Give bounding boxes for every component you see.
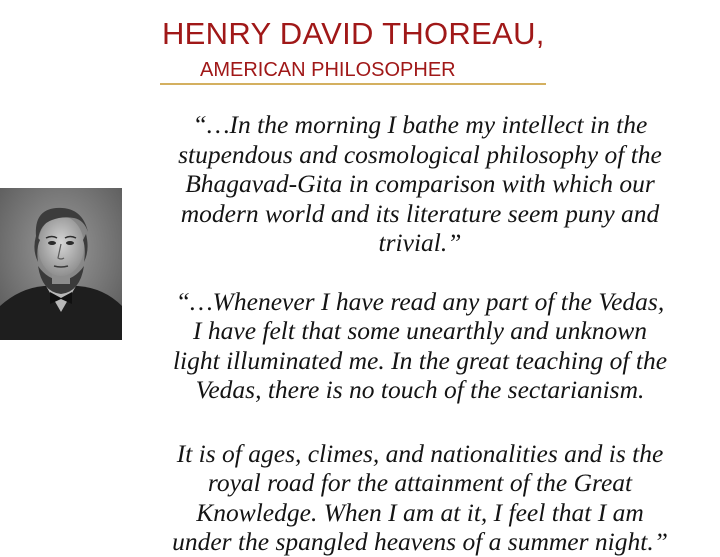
quote-line: trivial.” (378, 228, 462, 257)
quote-line: stupendous and cosmological philosophy of the (178, 139, 662, 169)
quote-line: I have felt that some unearthly and unknown (193, 316, 647, 345)
quote-1 (120, 110, 720, 258)
quote-3 (120, 439, 720, 557)
quote-line: Knowledge. When I am at it, I feel that I am (196, 497, 644, 527)
portrait-photo (0, 188, 122, 340)
paragraph-gap (120, 405, 720, 439)
quote-body (120, 110, 720, 557)
quote-line: Vedas, there is no touch of the sectarianism. (195, 375, 645, 404)
quote-line: “…In the morning I bathe my intellect in the (192, 110, 648, 139)
slide-subtitle: AMERICAN PHILOSOPHER (200, 59, 456, 81)
quote-line: light illuminated me. In the great teaching of the (172, 345, 668, 375)
quote-line: royal road for the attainment of the Great (207, 468, 633, 497)
quote-line: “…Whenever I have read any part of the Vedas, (175, 286, 665, 316)
quote-2 (120, 287, 720, 405)
quote-line: Bhagavad-Gita in comparison with which our (185, 169, 655, 198)
slide-title: HENRY DAVID THOREAU, (162, 16, 545, 51)
paragraph-gap (120, 258, 720, 287)
quote-line: It is of ages, climes, and nationalities and is the (176, 438, 664, 468)
title-underline (160, 83, 546, 85)
quote-line: modern world and its literature seem puny and (180, 198, 660, 228)
quote-line: under the spangled heavens of a summer night.” (172, 527, 668, 556)
